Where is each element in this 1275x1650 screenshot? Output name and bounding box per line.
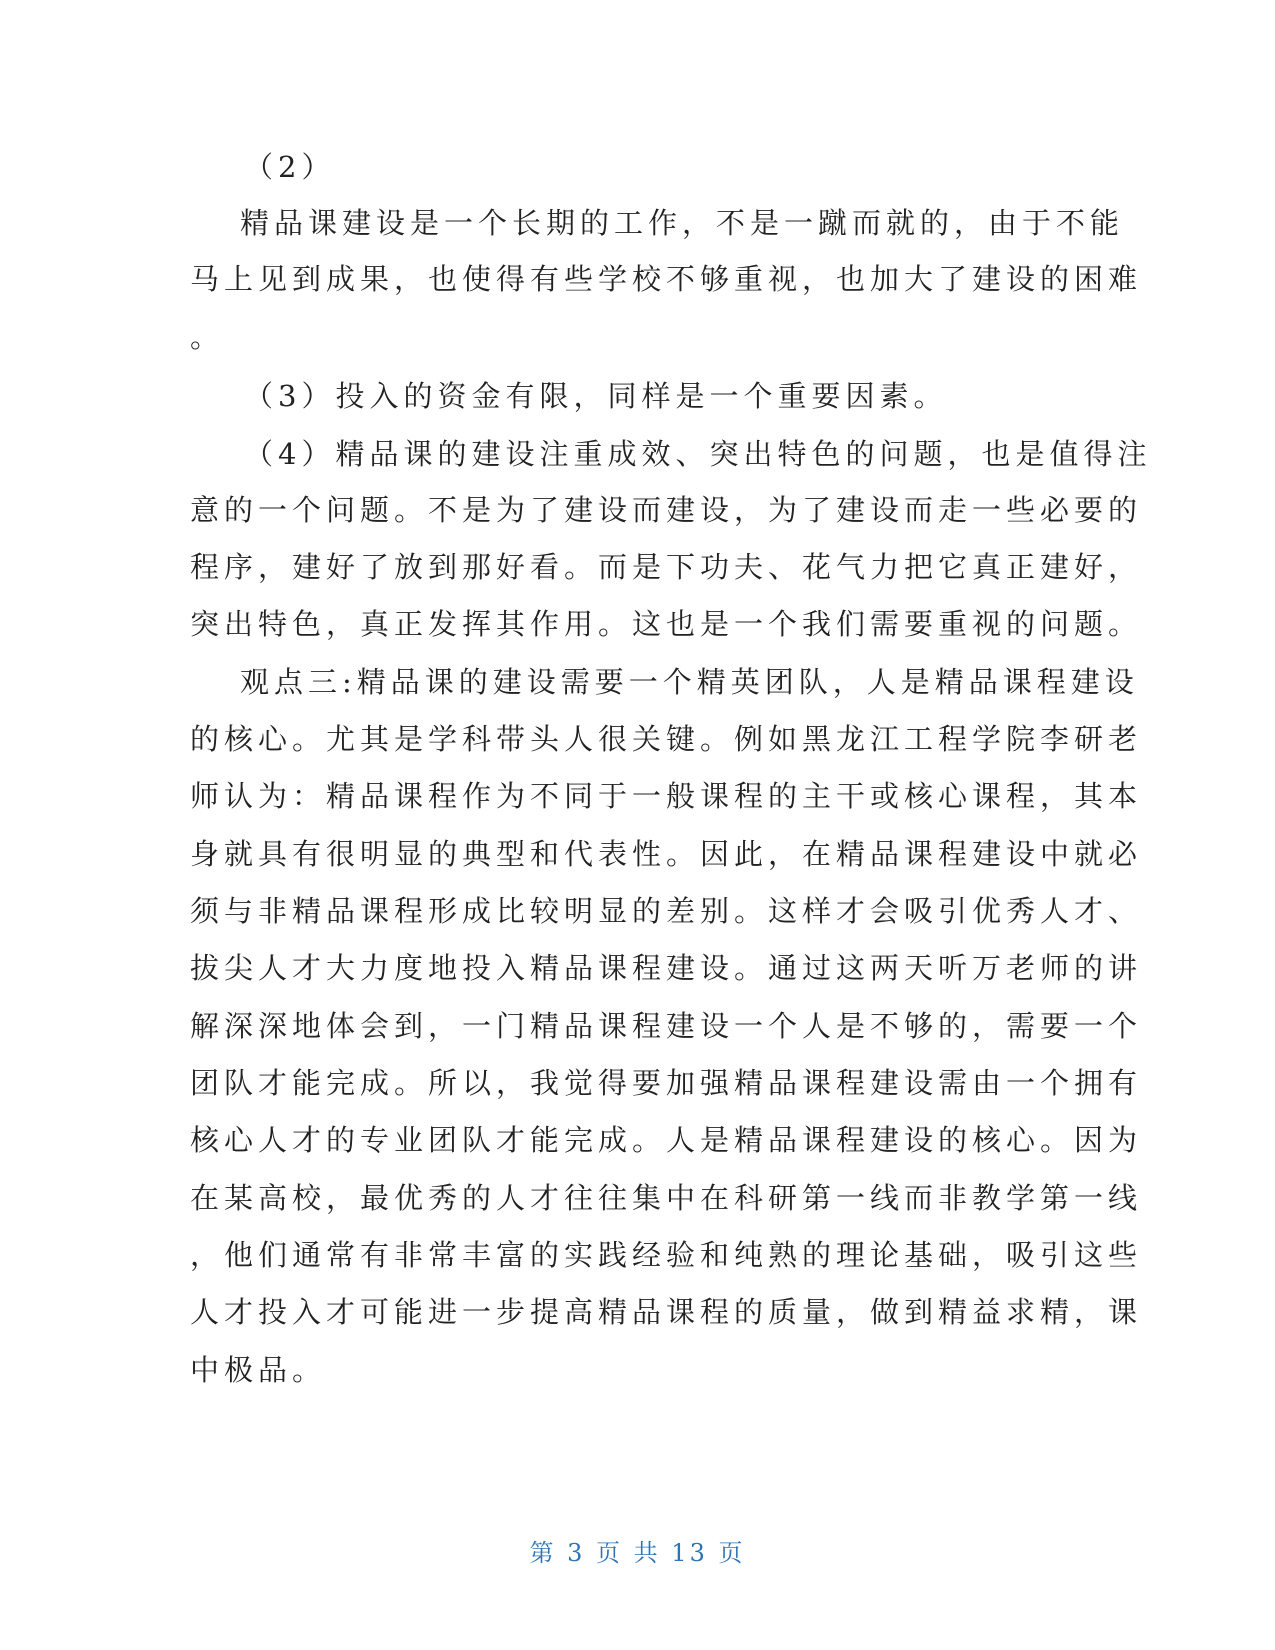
paragraph-line: 。 — [190, 320, 225, 354]
paragraph-line: 师认为：精品课程作为不同于一般课程的主干或核心课程，其本 — [190, 779, 1143, 813]
paragraph-line: 中极品。 — [190, 1353, 327, 1387]
paragraph-line: 须与非精品课程形成比较明显的差别。这样才会吸引优秀人才、 — [190, 894, 1143, 928]
page-number-footer: 第 3 页 共 13 页 — [529, 1539, 746, 1567]
paragraph-line: 意的一个问题。不是为了建设而建设，为了建设而走一些必要的 — [190, 493, 1143, 527]
paragraph-line: 核心人才的专业团队才能完成。人是精品课程建设的核心。因为 — [190, 1123, 1143, 1157]
paragraph-line: 程序，建好了放到那好看。而是下功夫、花气力把它真正建好， — [190, 550, 1143, 584]
paragraph-line: （3）投入的资金有限，同样是一个重要因素。 — [244, 379, 948, 413]
paragraph-line: 身就具有很明显的典型和代表性。因此，在精品课程建设中就必 — [190, 837, 1143, 871]
paragraph-line: （4）精品课的建设注重成效、突出特色的问题，也是值得注 — [244, 437, 1152, 471]
paragraph-line: 在某高校，最优秀的人才往往集中在科研第一线而非教学第一线 — [190, 1181, 1143, 1215]
paragraph-line: 人才投入才可能进一步提高精品课程的质量，做到精益求精，课 — [190, 1295, 1143, 1329]
paragraph-line: （2） — [244, 150, 336, 184]
paragraph-line: ，他们通常有非常丰富的实践经验和纯熟的理论基础，吸引这些 — [190, 1238, 1143, 1272]
paragraph-line: 精品课建设是一个长期的工作，不是一蹴而就的，由于不能 — [240, 206, 1125, 240]
paragraph-line: 拔尖人才大力度地投入精品课程建设。通过这两天听万老师的讲 — [190, 951, 1143, 985]
paragraph-line: 解深深地体会到，一门精品课程建设一个人是不够的，需要一个 — [190, 1009, 1143, 1043]
paragraph-line: 突出特色，真正发挥其作用。这也是一个我们需要重视的问题。 — [190, 607, 1143, 641]
paragraph-line: 观点三:精品课的建设需要一个精英团队，人是精品课程建设 — [240, 665, 1139, 699]
paragraph-line: 的核心。尤其是学科带头人很关键。例如黑龙江工程学院李研老 — [190, 722, 1143, 756]
paragraph-line: 团队才能完成。所以，我觉得要加强精品课程建设需由一个拥有 — [190, 1066, 1143, 1100]
paragraph-line: 马上见到成果，也使得有些学校不够重视，也加大了建设的困难 — [190, 262, 1143, 296]
